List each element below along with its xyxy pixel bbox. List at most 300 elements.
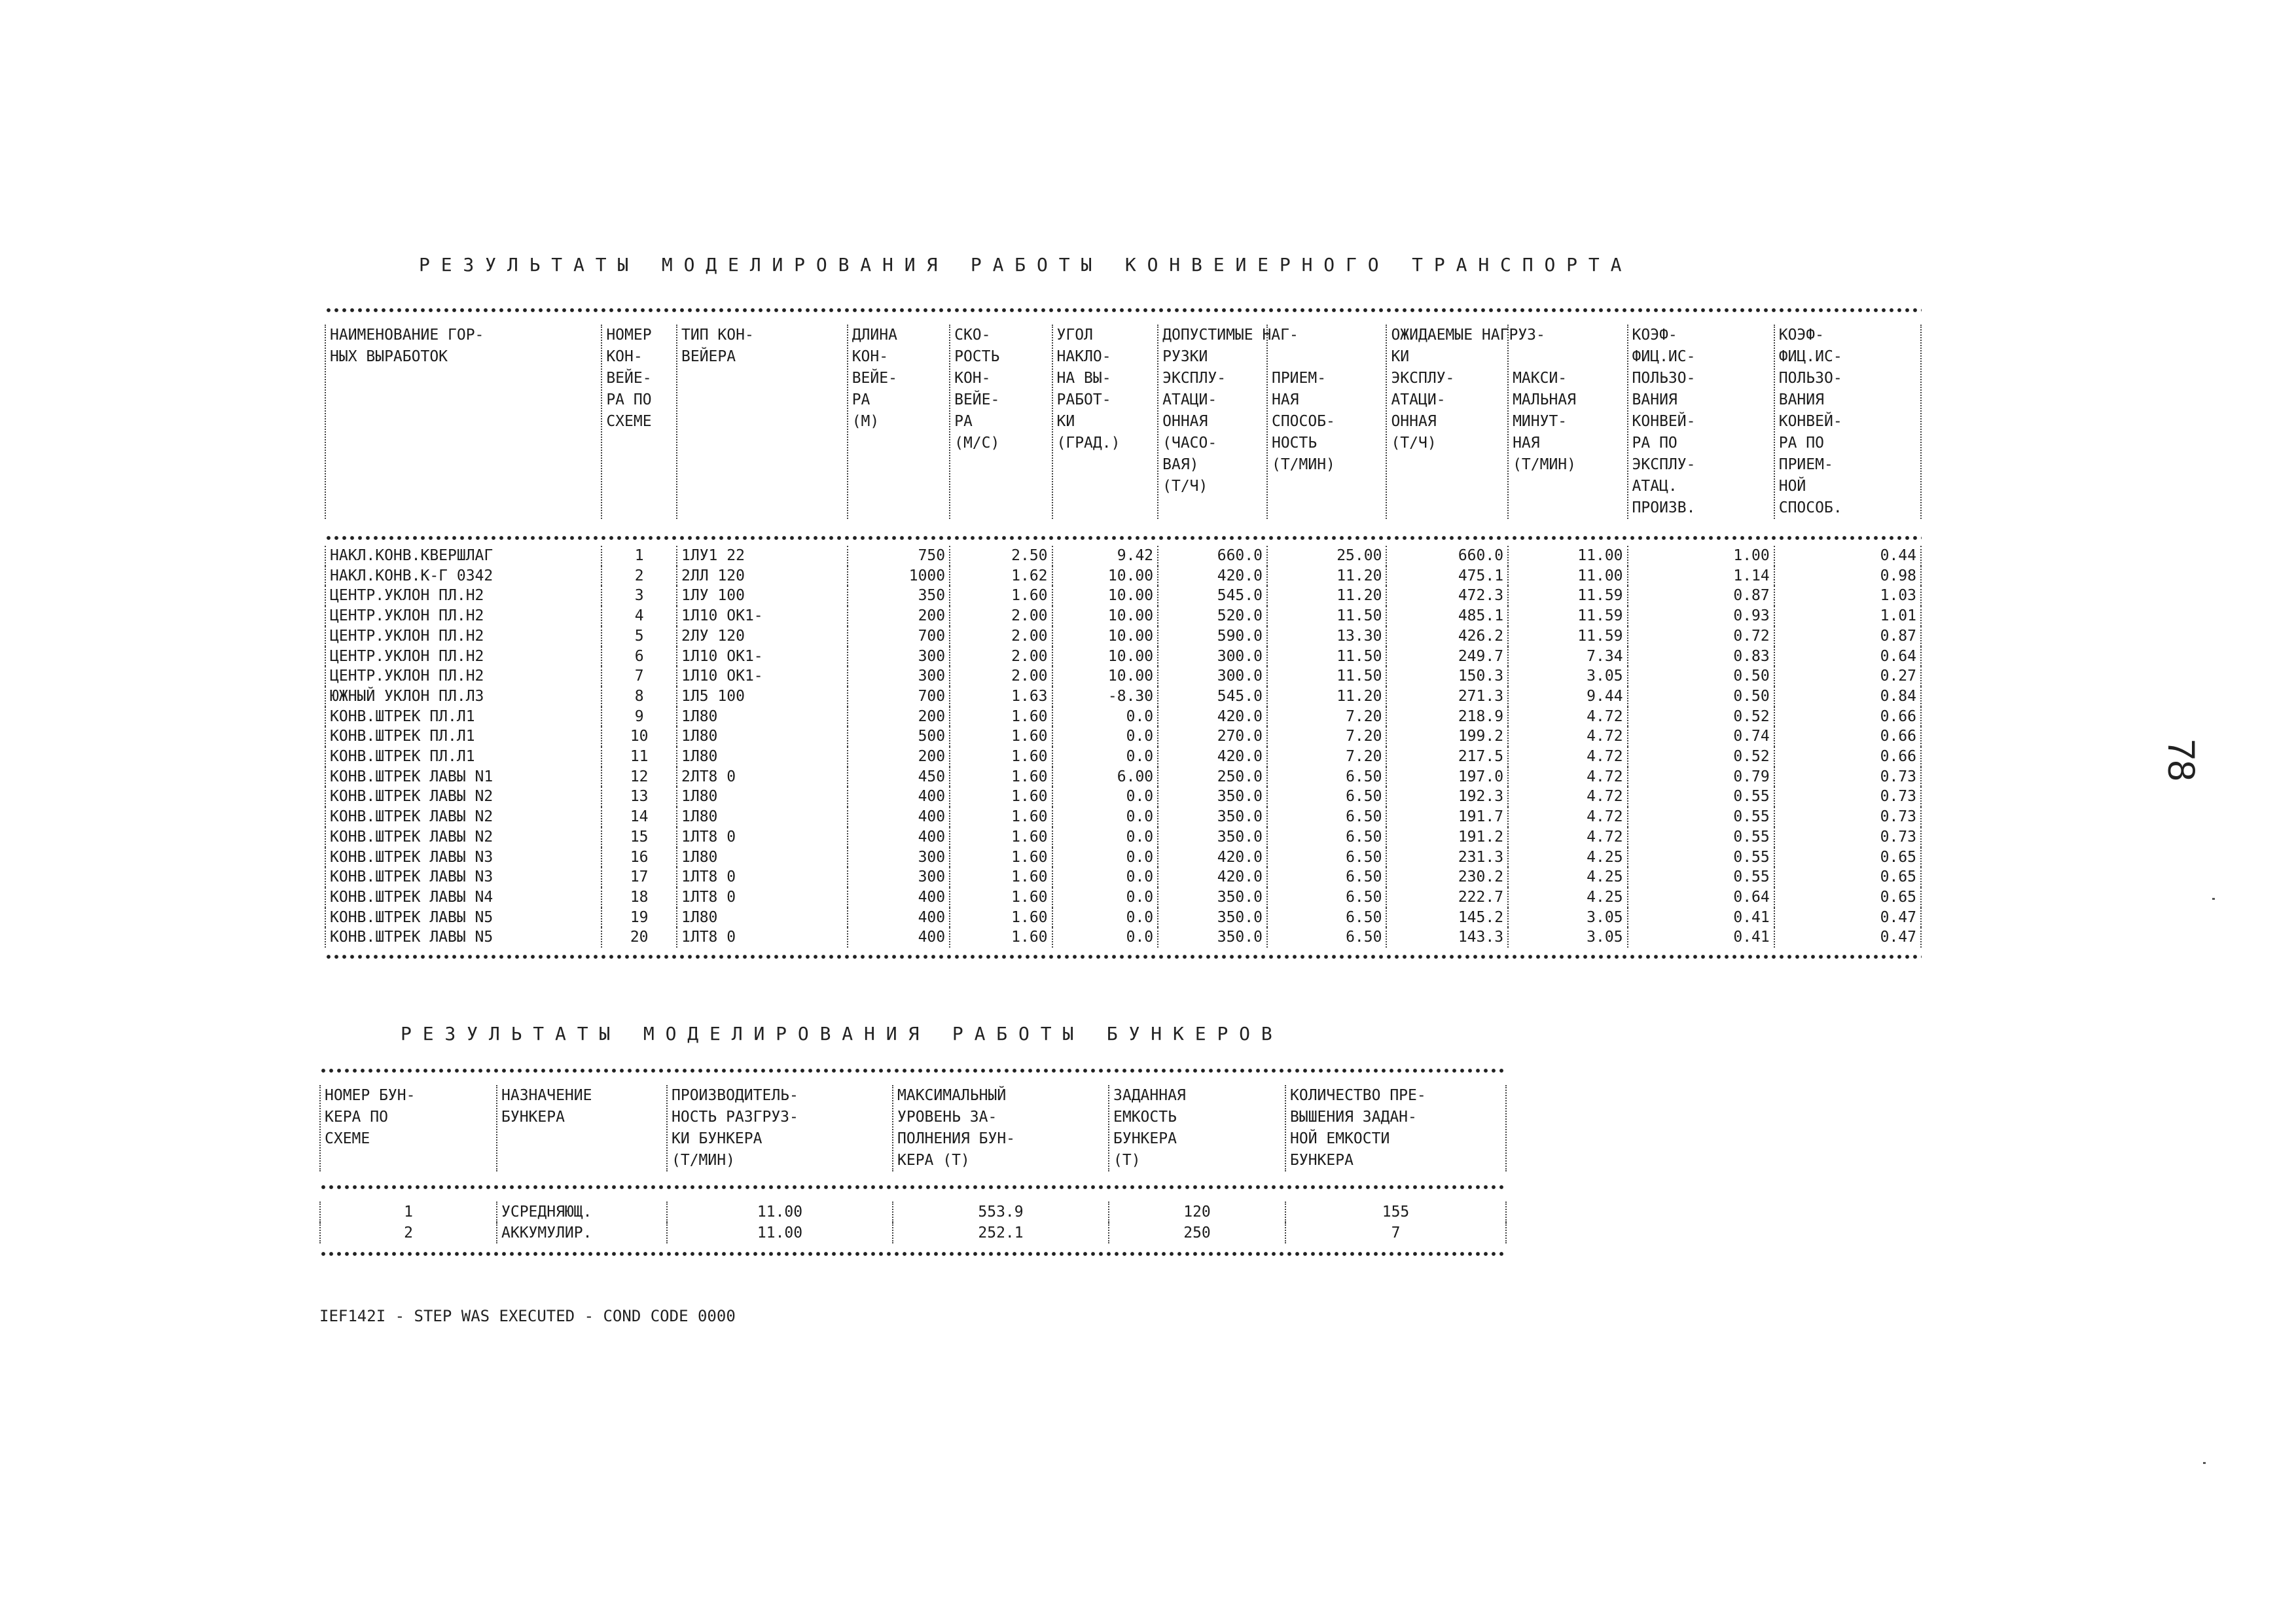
table-cell: 1Л10 ОК1- <box>677 666 848 687</box>
table-cell: 6.50 <box>1267 847 1386 868</box>
table-cell: 1.60 <box>950 586 1052 606</box>
table-cell: 197.0 <box>1386 767 1508 787</box>
table-cell: 0.0 <box>1052 747 1158 767</box>
table-cell: 1.00 <box>1628 546 1774 566</box>
table-cell: 6.50 <box>1267 867 1386 887</box>
table-cell: 10.00 <box>1052 586 1158 606</box>
table-cell: 0.55 <box>1628 787 1774 807</box>
table-cell: 4.25 <box>1508 887 1627 908</box>
table-cell: 0.65 <box>1774 887 1921 908</box>
table-cell: 420.0 <box>1158 566 1267 586</box>
table-cell: 420.0 <box>1158 747 1267 767</box>
table-cell: 4.72 <box>1508 707 1627 727</box>
table-cell: 0.55 <box>1628 807 1774 827</box>
table-cell: 1ЛТ8 0 <box>677 827 848 847</box>
table-cell: 4.72 <box>1508 827 1627 847</box>
table-cell: КОНВ.ШТРЕК ЛАВЫ N3 <box>325 847 601 868</box>
bunker-table-top-rule <box>319 1068 1505 1073</box>
conveyor-table-header <box>325 325 1922 519</box>
bunker-header-max-level: МАКСИМАЛЬНЫЙ УРОВЕНЬ ЗА- ПОЛНЕНИЯ БУН- КЕРА (Т) <box>893 1085 1109 1171</box>
table-row <box>325 546 1921 566</box>
table-cell: 1.63 <box>950 687 1052 707</box>
table-cell: 700 <box>848 626 950 647</box>
table-cell: 400 <box>848 887 950 908</box>
table-row <box>325 586 1921 606</box>
table-cell: 1Л80 <box>677 747 848 767</box>
table-cell: 11.59 <box>1508 606 1627 626</box>
table-cell: 1 <box>320 1202 497 1222</box>
table-cell: 11.59 <box>1508 626 1627 647</box>
header-allowed-receiving <box>1267 325 1386 519</box>
table-cell: 3.05 <box>1508 908 1627 928</box>
table-cell: 4 <box>601 606 677 626</box>
table-cell: 0.52 <box>1628 747 1774 767</box>
table-cell: ЦЕНТР.УКЛОН ПЛ.Н2 <box>325 666 601 687</box>
bunker-header-capacity: ЗАДАННАЯ ЕМКОСТЬ БУНКЕРА (Т) <box>1109 1085 1285 1171</box>
table-cell: 350.0 <box>1158 927 1267 948</box>
table-cell: 0.73 <box>1774 767 1921 787</box>
table-cell: -8.30 <box>1052 687 1158 707</box>
table-cell: 4.72 <box>1508 787 1627 807</box>
table-cell: 2.00 <box>950 606 1052 626</box>
table-cell: 500 <box>848 726 950 747</box>
table-cell: 300 <box>848 847 950 868</box>
table-cell: 0.0 <box>1052 726 1158 747</box>
table-cell: 1Л80 <box>677 908 848 928</box>
header-expected-max-minute <box>1508 325 1627 519</box>
table-cell: 4.72 <box>1508 767 1627 787</box>
table-cell: КОНВ.ШТРЕК ПЛ.Л1 <box>325 747 601 767</box>
table-cell: 12 <box>601 767 677 787</box>
table-cell: 0.52 <box>1628 707 1774 727</box>
table-cell: 271.3 <box>1386 687 1508 707</box>
table-row <box>325 707 1921 727</box>
table-cell: ЦЕНТР.УКЛОН ПЛ.Н2 <box>325 626 601 647</box>
table-cell: 191.7 <box>1386 807 1508 827</box>
table-cell: 11.50 <box>1267 647 1386 667</box>
table-cell: 1Л10 ОК1- <box>677 606 848 626</box>
table-cell: 0.0 <box>1052 847 1158 868</box>
table-cell: 1.60 <box>950 927 1052 948</box>
table-cell: 0.98 <box>1774 566 1921 586</box>
table-cell: 2.50 <box>950 546 1052 566</box>
table-cell: 4.72 <box>1508 747 1627 767</box>
table-cell: 400 <box>848 908 950 928</box>
table-cell: 300 <box>848 867 950 887</box>
table-cell: 8 <box>601 687 677 707</box>
table-cell: КОНВ.ШТРЕК ЛАВЫ N5 <box>325 908 601 928</box>
table-cell: 1Л80 <box>677 707 848 727</box>
table-cell: 4.72 <box>1508 807 1627 827</box>
table-cell: 222.7 <box>1386 887 1508 908</box>
table-cell: 1Л80 <box>677 807 848 827</box>
table-cell: 11.00 <box>667 1202 893 1222</box>
table-cell: 0.0 <box>1052 887 1158 908</box>
table-cell: 16 <box>601 847 677 868</box>
table-cell: 250.0 <box>1158 767 1267 787</box>
table-cell: 2ЛТ8 0 <box>677 767 848 787</box>
table-cell: ЦЕНТР.УКЛОН ПЛ.Н2 <box>325 606 601 626</box>
table-cell: 1Л5 100 <box>677 687 848 707</box>
table-cell: 1.60 <box>950 807 1052 827</box>
table-row <box>325 847 1921 868</box>
table-cell: 1.60 <box>950 887 1052 908</box>
table-cell: 6.50 <box>1267 787 1386 807</box>
table-cell: 660.0 <box>1386 546 1508 566</box>
table-cell: 472.3 <box>1386 586 1508 606</box>
table-cell: 250 <box>1109 1222 1285 1243</box>
table-cell: 11.59 <box>1508 586 1627 606</box>
table-cell: 420.0 <box>1158 847 1267 868</box>
table-cell: 2 <box>601 566 677 586</box>
scan-speck <box>2203 1462 2206 1464</box>
table-cell: 545.0 <box>1158 687 1267 707</box>
table-cell: 1Л10 ОК1- <box>677 647 848 667</box>
table-cell: 11 <box>601 747 677 767</box>
table-row <box>320 1222 1506 1243</box>
table-cell: 0.65 <box>1774 847 1921 868</box>
table-cell: КОНВ.ШТРЕК ЛАВЫ N4 <box>325 887 601 908</box>
table-cell: 9.42 <box>1052 546 1158 566</box>
table-cell: 120 <box>1109 1202 1285 1222</box>
table-cell: 0.79 <box>1628 767 1774 787</box>
table-cell: 1Л80 <box>677 787 848 807</box>
table-cell: 300.0 <box>1158 647 1267 667</box>
table-cell: 10.00 <box>1052 666 1158 687</box>
table-cell: 1ЛУ1 22 <box>677 546 848 566</box>
table-cell: 1.62 <box>950 566 1052 586</box>
table-cell: 10.00 <box>1052 647 1158 667</box>
table-cell: ЦЕНТР.УКЛОН ПЛ.Н2 <box>325 647 601 667</box>
table-cell: 0.84 <box>1774 687 1921 707</box>
table-cell: 14 <box>601 807 677 827</box>
table-cell: 750 <box>848 546 950 566</box>
table-row <box>325 807 1921 827</box>
table-cell: 15 <box>601 827 677 847</box>
table-cell: 0.66 <box>1774 726 1921 747</box>
table-cell: 230.2 <box>1386 867 1508 887</box>
table-cell: 0.0 <box>1052 787 1158 807</box>
table-cell: 1Л80 <box>677 847 848 868</box>
table-row <box>325 747 1921 767</box>
table-cell: 25.00 <box>1267 546 1386 566</box>
table-cell: 1.03 <box>1774 586 1921 606</box>
table-row <box>325 606 1921 626</box>
table-cell: 700 <box>848 687 950 707</box>
table-cell: 270.0 <box>1158 726 1267 747</box>
table-cell: 10 <box>601 726 677 747</box>
header-allowed-loads: ДОПУСТИМЫЕ НАГ- РУЗКИ <box>1162 327 1299 365</box>
table-cell: 5 <box>601 626 677 647</box>
table-cell: 6.00 <box>1052 767 1158 787</box>
table-cell: 400 <box>848 827 950 847</box>
table-cell: АККУМУЛИР. <box>497 1222 667 1243</box>
table-cell: 0.0 <box>1052 827 1158 847</box>
table-cell: 520.0 <box>1158 606 1267 626</box>
bunker-table-header <box>319 1085 1507 1171</box>
table-cell: 0.73 <box>1774 787 1921 807</box>
table-cell: 0.41 <box>1628 908 1774 928</box>
table-cell: 0.73 <box>1774 807 1921 827</box>
header-length: ДЛИНА КОН- ВЕЙЕ- РА (М) <box>848 325 950 519</box>
table-cell: 1.60 <box>950 767 1052 787</box>
table-cell: 231.3 <box>1386 847 1508 868</box>
bunker-table-body <box>319 1202 1507 1243</box>
table-cell: 0.74 <box>1628 726 1774 747</box>
table-cell: 0.55 <box>1628 867 1774 887</box>
conveyor-rows <box>325 546 1921 948</box>
table-cell: 200 <box>848 707 950 727</box>
table-cell: 1.60 <box>950 747 1052 767</box>
table-cell: 11.20 <box>1267 586 1386 606</box>
table-cell: 7.20 <box>1267 747 1386 767</box>
table-cell: 199.2 <box>1386 726 1508 747</box>
table-row <box>325 908 1921 928</box>
table-cell: 7 <box>601 666 677 687</box>
table-cell: 400 <box>848 807 950 827</box>
table-cell: 0.27 <box>1774 666 1921 687</box>
table-cell: 0.50 <box>1628 687 1774 707</box>
table-cell: 2.00 <box>950 626 1052 647</box>
table-cell: 3.05 <box>1508 927 1627 948</box>
table-cell: 350.0 <box>1158 908 1267 928</box>
table-row <box>325 666 1921 687</box>
table-cell: КОНВ.ШТРЕК ЛАВЫ N2 <box>325 787 601 807</box>
header-expected-max-minute-label: МАКСИ- МАЛЬНАЯ МИНУТ- НАЯ (Т/МИН) <box>1513 370 1576 473</box>
bunker-table-bottom-rule <box>319 1251 1505 1257</box>
table-row <box>325 726 1921 747</box>
table-cell: 0.73 <box>1774 827 1921 847</box>
table-row <box>320 1202 1506 1222</box>
table-row <box>325 887 1921 908</box>
table-cell: 400 <box>848 787 950 807</box>
table-cell: 19 <box>601 908 677 928</box>
table-cell: 0.72 <box>1628 626 1774 647</box>
table-cell: 10.00 <box>1052 606 1158 626</box>
table-cell: 2ЛЛ 120 <box>677 566 848 586</box>
table-cell: 0.0 <box>1052 908 1158 928</box>
table-cell: 252.1 <box>893 1222 1109 1243</box>
table-cell: 10.00 <box>1052 626 1158 647</box>
table-cell: 0.0 <box>1052 927 1158 948</box>
table-row <box>325 767 1921 787</box>
table-cell: 1.60 <box>950 847 1052 868</box>
bunker-table-title: Р Е З У Л Ь Т А Т Ы М О Д Е Л И Р О В А Н И Я Р А Б О Т Ы Б У Н К Е Р О В <box>401 1023 1272 1044</box>
table-cell: 6.50 <box>1267 927 1386 948</box>
table-cell: 218.9 <box>1386 707 1508 727</box>
table-cell: 1.60 <box>950 726 1052 747</box>
table-cell: 1.60 <box>950 827 1052 847</box>
table-cell: 217.5 <box>1386 747 1508 767</box>
table-cell: 300 <box>848 647 950 667</box>
table-cell: 590.0 <box>1158 626 1267 647</box>
table-cell: 18 <box>601 887 677 908</box>
table-row <box>325 787 1921 807</box>
table-cell: 0.55 <box>1628 847 1774 868</box>
table-cell: 6.50 <box>1267 908 1386 928</box>
table-cell: 6.50 <box>1267 827 1386 847</box>
table-cell: 200 <box>848 747 950 767</box>
header-speed: СКО- РОСТЬ КОН- ВЕЙЕ- РА (М/С) <box>950 325 1052 519</box>
table-cell: КОНВ.ШТРЕК ЛАВЫ N2 <box>325 807 601 827</box>
table-cell: 0.64 <box>1774 647 1921 667</box>
conveyor-table-title: Р Е З У Л Ь Т А Т Ы М О Д Е Л И Р О В А Н И Я Р А Б О Т Ы К О Н В Е И Е Р Н О Г О Т Р А Н С П О Р Т А <box>419 254 1622 276</box>
table-cell: 4.25 <box>1508 867 1627 887</box>
table-cell: 6.50 <box>1267 767 1386 787</box>
table-cell: 350.0 <box>1158 827 1267 847</box>
table-cell: 10.00 <box>1052 566 1158 586</box>
table-cell: 475.1 <box>1386 566 1508 586</box>
table-cell: 1Л80 <box>677 726 848 747</box>
table-cell: КОНВ.ШТРЕК ПЛ.Л1 <box>325 707 601 727</box>
table-cell: 7.20 <box>1267 707 1386 727</box>
table-cell: 2.00 <box>950 666 1052 687</box>
table-cell: УСРЕДНЯЮЩ. <box>497 1202 667 1222</box>
header-allowed-receiving-label: ПРИЕМ- НАЯ СПОСОБ- НОСТЬ (Т/МИН) <box>1271 370 1335 473</box>
table-cell: КОНВ.ШТРЕК ЛАВЫ N3 <box>325 867 601 887</box>
table-cell: 426.2 <box>1386 626 1508 647</box>
table-cell: 350 <box>848 586 950 606</box>
table-cell: 192.3 <box>1386 787 1508 807</box>
table-cell: 1ЛТ8 0 <box>677 927 848 948</box>
header-allowed-operational <box>1158 325 1299 519</box>
page-number: 78 <box>2159 739 2202 781</box>
table-cell: НАКЛ.КОНВ.К-Г 0342 <box>325 566 601 586</box>
table-row <box>325 647 1921 667</box>
table-cell: ЮЖНЫЙ УКЛОН ПЛ.Л3 <box>325 687 601 707</box>
table-cell: 4.72 <box>1508 726 1627 747</box>
table-cell: 350.0 <box>1158 787 1267 807</box>
header-coef-operational: КОЭФ- ФИЦ.ИС- ПОЛЬЗО- ВАНИЯ КОНВЕЙ- РА ПО ЭКСПЛУ- АТАЦ. ПРОИЗВ. <box>1628 325 1774 519</box>
table-cell: 350.0 <box>1158 807 1267 827</box>
header-conveyor-type: ТИП КОН- ВЕЙЕРА <box>677 325 848 519</box>
header-angle: УГОЛ НАКЛО- НА ВЫ- РАБОТ- КИ (ГРАД.) <box>1052 325 1158 519</box>
table-cell: 420.0 <box>1158 707 1267 727</box>
table-cell: 7 <box>1285 1222 1506 1243</box>
table-cell: 450 <box>848 767 950 787</box>
table-cell: 145.2 <box>1386 908 1508 928</box>
table-cell: 0.44 <box>1774 546 1921 566</box>
bunker-header-purpose: НАЗНАЧЕНИЕ БУНКЕРА <box>497 1085 667 1171</box>
table-cell: 300 <box>848 666 950 687</box>
header-coef-receiving: КОЭФ- ФИЦ.ИС- ПОЛЬЗО- ВАНИЯ КОНВЕЙ- РА ПО ПРИЕМ- НОЙ СПОСОБ. <box>1774 325 1921 519</box>
bunker-rows <box>320 1202 1506 1243</box>
table-cell: 0.87 <box>1774 626 1921 647</box>
table-cell: 1000 <box>848 566 950 586</box>
conveyor-table-header-rule <box>325 535 1922 541</box>
table-cell: 3 <box>601 586 677 606</box>
table-cell: 400 <box>848 927 950 948</box>
table-cell: 1ЛТ8 0 <box>677 887 848 908</box>
table-cell: 11.00 <box>1508 566 1627 586</box>
table-cell: 1.14 <box>1628 566 1774 586</box>
table-cell: 420.0 <box>1158 867 1267 887</box>
table-cell: 6 <box>601 647 677 667</box>
bunker-table-header-rule <box>319 1185 1505 1190</box>
table-cell: 485.1 <box>1386 606 1508 626</box>
table-cell: 191.2 <box>1386 827 1508 847</box>
bunker-header-number: НОМЕР БУН- КЕРА ПО СХЕМЕ <box>320 1085 497 1171</box>
table-cell: 13.30 <box>1267 626 1386 647</box>
header-working-name: НАИМЕНОВАНИЕ ГОР- НЫХ ВЫРАБОТОК <box>325 325 601 519</box>
table-row <box>325 626 1921 647</box>
header-expected-loads: ОЖИДАЕМЫЕ НАГРУЗ- КИ <box>1391 327 1545 365</box>
table-cell: 0.66 <box>1774 707 1921 727</box>
table-cell: 2.00 <box>950 647 1052 667</box>
table-cell: 3.05 <box>1508 666 1627 687</box>
table-cell: КОНВ.ШТРЕК ЛАВЫ N2 <box>325 827 601 847</box>
table-row <box>325 867 1921 887</box>
table-cell: 150.3 <box>1386 666 1508 687</box>
table-cell: 1.01 <box>1774 606 1921 626</box>
table-cell: 0.87 <box>1628 586 1774 606</box>
table-cell: 2ЛУ 120 <box>677 626 848 647</box>
table-cell: ЦЕНТР.УКЛОН ПЛ.Н2 <box>325 586 601 606</box>
table-cell: 1.60 <box>950 787 1052 807</box>
table-cell: 350.0 <box>1158 887 1267 908</box>
table-cell: КОНВ.ШТРЕК ПЛ.Л1 <box>325 726 601 747</box>
table-cell: 11.20 <box>1267 687 1386 707</box>
table-cell: НАКЛ.КОНВ.КВЕРШЛАГ <box>325 546 601 566</box>
conveyor-table-bottom-rule <box>325 954 1922 959</box>
table-row <box>325 687 1921 707</box>
table-cell: 1ЛТ8 0 <box>677 867 848 887</box>
table-cell: 143.3 <box>1386 927 1508 948</box>
table-cell: 2 <box>320 1222 497 1243</box>
table-cell: 300.0 <box>1158 666 1267 687</box>
bunker-header-overflow-count: КОЛИЧЕСТВО ПРЕ- ВЫШЕНИЯ ЗАДАН- НОЙ ЕМКОСТИ БУНКЕРА <box>1285 1085 1506 1171</box>
table-cell: 0.47 <box>1774 927 1921 948</box>
table-cell: 6.50 <box>1267 887 1386 908</box>
header-expected-operational-label: ЭКСПЛУ- АТАЦИ- ОННАЯ (Т/Ч) <box>1391 370 1455 452</box>
header-scheme-number: НОМЕР КОН- ВЕЙЕ- РА ПО СХЕМЕ <box>601 325 677 519</box>
table-cell: КОНВ.ШТРЕК ЛАВЫ N1 <box>325 767 601 787</box>
table-cell: 9.44 <box>1508 687 1627 707</box>
table-cell: 553.9 <box>893 1202 1109 1222</box>
table-cell: 0.0 <box>1052 807 1158 827</box>
scan-speck <box>2212 898 2215 900</box>
table-cell: 1 <box>601 546 677 566</box>
table-cell: 1.60 <box>950 707 1052 727</box>
table-row <box>325 927 1921 948</box>
table-cell: 11.50 <box>1267 666 1386 687</box>
table-cell: 7.34 <box>1508 647 1627 667</box>
table-cell: 0.55 <box>1628 827 1774 847</box>
table-cell: 4.25 <box>1508 847 1627 868</box>
table-row <box>325 566 1921 586</box>
table-cell: 6.50 <box>1267 807 1386 827</box>
table-cell: 11.00 <box>1508 546 1627 566</box>
conveyor-table-body <box>325 546 1922 948</box>
table-cell: 0.0 <box>1052 707 1158 727</box>
conveyor-table-top-rule <box>325 308 1922 313</box>
table-cell: 1.60 <box>950 908 1052 928</box>
table-cell: 0.64 <box>1628 887 1774 908</box>
table-cell: 7.20 <box>1267 726 1386 747</box>
table-cell: 17 <box>601 867 677 887</box>
table-cell: 660.0 <box>1158 546 1267 566</box>
table-cell: 200 <box>848 606 950 626</box>
table-cell: 13 <box>601 787 677 807</box>
table-cell: 545.0 <box>1158 586 1267 606</box>
table-cell: 0.65 <box>1774 867 1921 887</box>
table-cell: 20 <box>601 927 677 948</box>
table-cell: 1ЛУ 100 <box>677 586 848 606</box>
table-cell: 0.93 <box>1628 606 1774 626</box>
table-cell: КОНВ.ШТРЕК ЛАВЫ N5 <box>325 927 601 948</box>
table-cell: 0.47 <box>1774 908 1921 928</box>
table-cell: 249.7 <box>1386 647 1508 667</box>
